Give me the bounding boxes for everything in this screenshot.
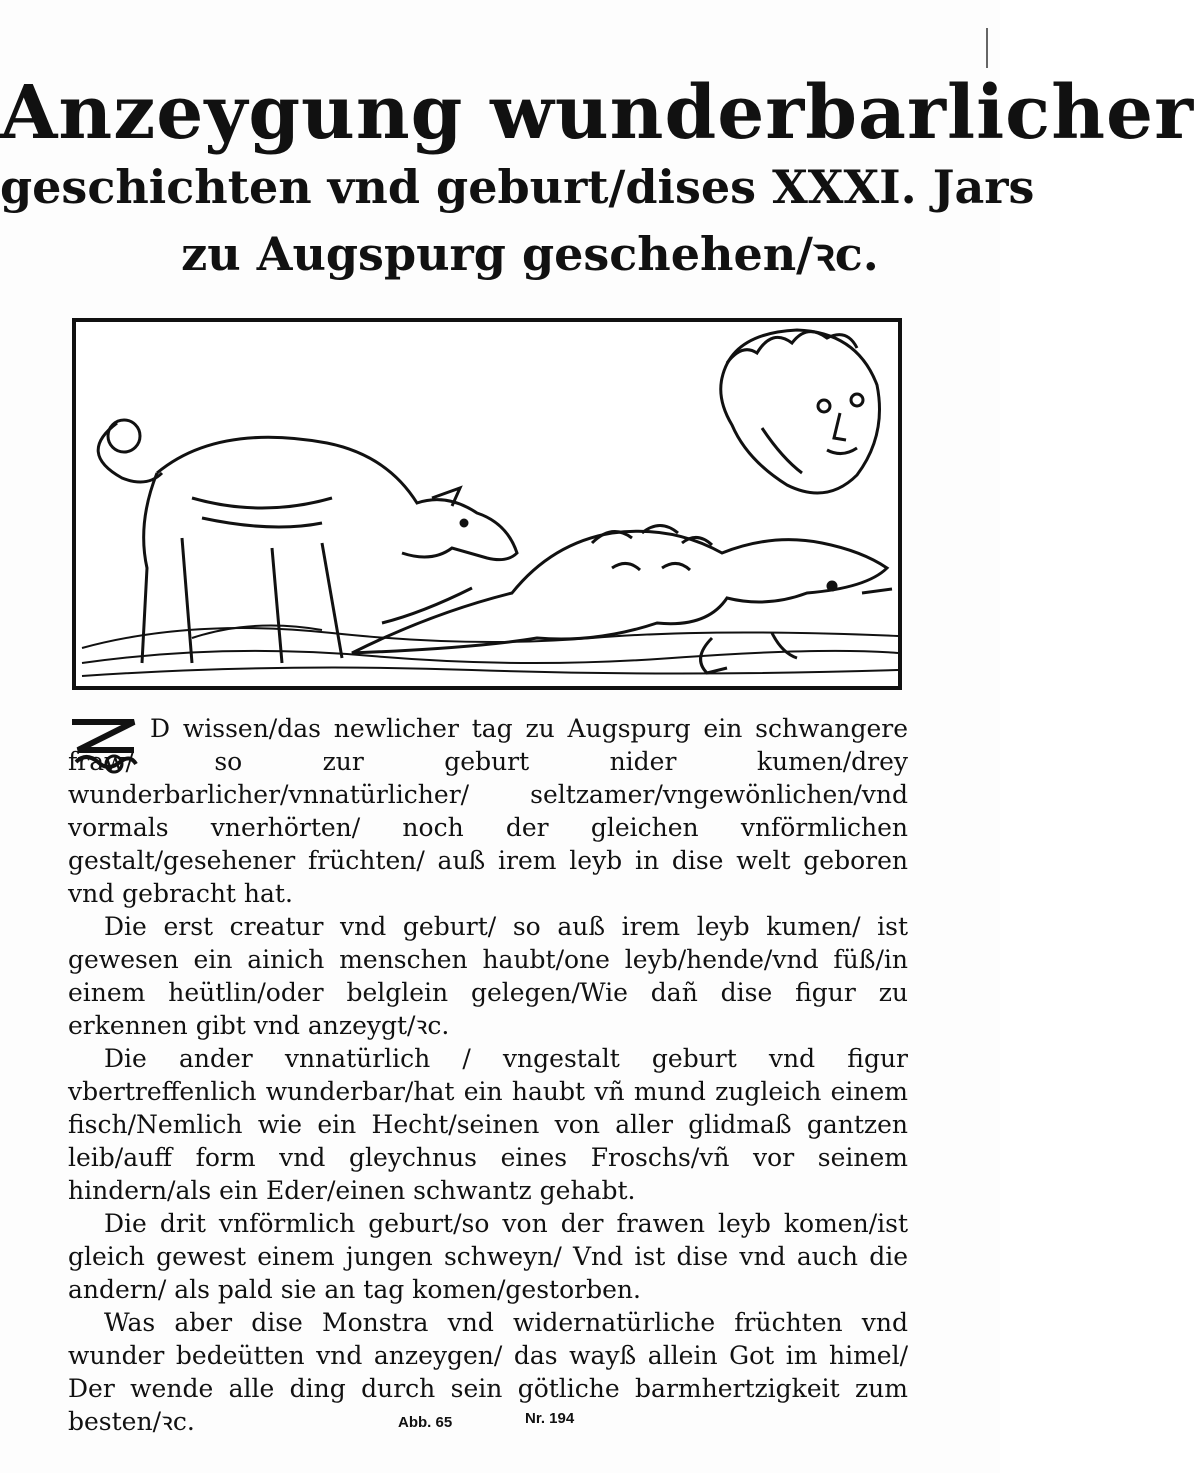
paragraph-4: Die drit vnförmlich geburt/so von der frawen leyb komen/ist gleich gewest einem jungen schweyn/ Vnd ist dise vnd auch die andern/ als pald sie an tag komen/gestorben. xyxy=(68,1209,908,1304)
paragraph-3: Die ander vnnatürlich / vngestalt geburt vnd figur vbertreffenlich wunderbar/hat ein haubt vñ mund zugleich einem fisch/Nemlich wie ein Hecht/seinen von aller glidmaß gantzen leib/auff form vnd gleychnus eines Froschs/vñ vor seinem hindern/als ein Eder/einen schwantz gehabt. xyxy=(68,1044,908,1205)
paragraph-2: Die erst creatur vnd geburt/ so auß irem leyb kumen/ ist gewesen ein ainich menschen haubt/one leyb/hende/vnd füß/in einem heütlin/oder belglein gelegen/Wie dañ dise figur zu erkennen gibt vnd anzeygt/ꝛc. xyxy=(68,912,908,1040)
figure-number: Abb. 65 xyxy=(398,1414,453,1431)
scan-edge-mark xyxy=(986,28,988,68)
title-line-2: geschichten vnd geburt/dises XXXI. Jars xyxy=(0,160,1035,214)
title-line-3: zu Augspurg geschehen/ꝛc. xyxy=(181,227,879,281)
body-text xyxy=(68,712,908,1438)
woodcut-illustration xyxy=(72,318,902,690)
title-line-1: Anzeygung wunderbarlicher xyxy=(0,70,1194,156)
paragraph-1: D wissen/das newlicher tag zu Augspurg ein schwangere fraw/ so zur geburt nider kumen/drey wunderbarlicher/vnnatürlicher/ seltzamer/vngewönlichen/vnd vormals vnerhörten/ noch der gleichen vnförmlichen gestalt/gesehener früchten/ auß irem leyb in dise welt geboren vnd gebracht hat. xyxy=(68,714,908,908)
catalog-number: Nr. 194 xyxy=(525,1410,575,1427)
paragraph-5: Was aber dise Monstra vnd widernatürliche früchten vnd wunder bedeütten vnd anzeygen/ das wayß allein Got im himel/ Der wende alle ding durch sein götliche barmhertzigkeit zum besten/ꝛc. xyxy=(68,1308,908,1436)
